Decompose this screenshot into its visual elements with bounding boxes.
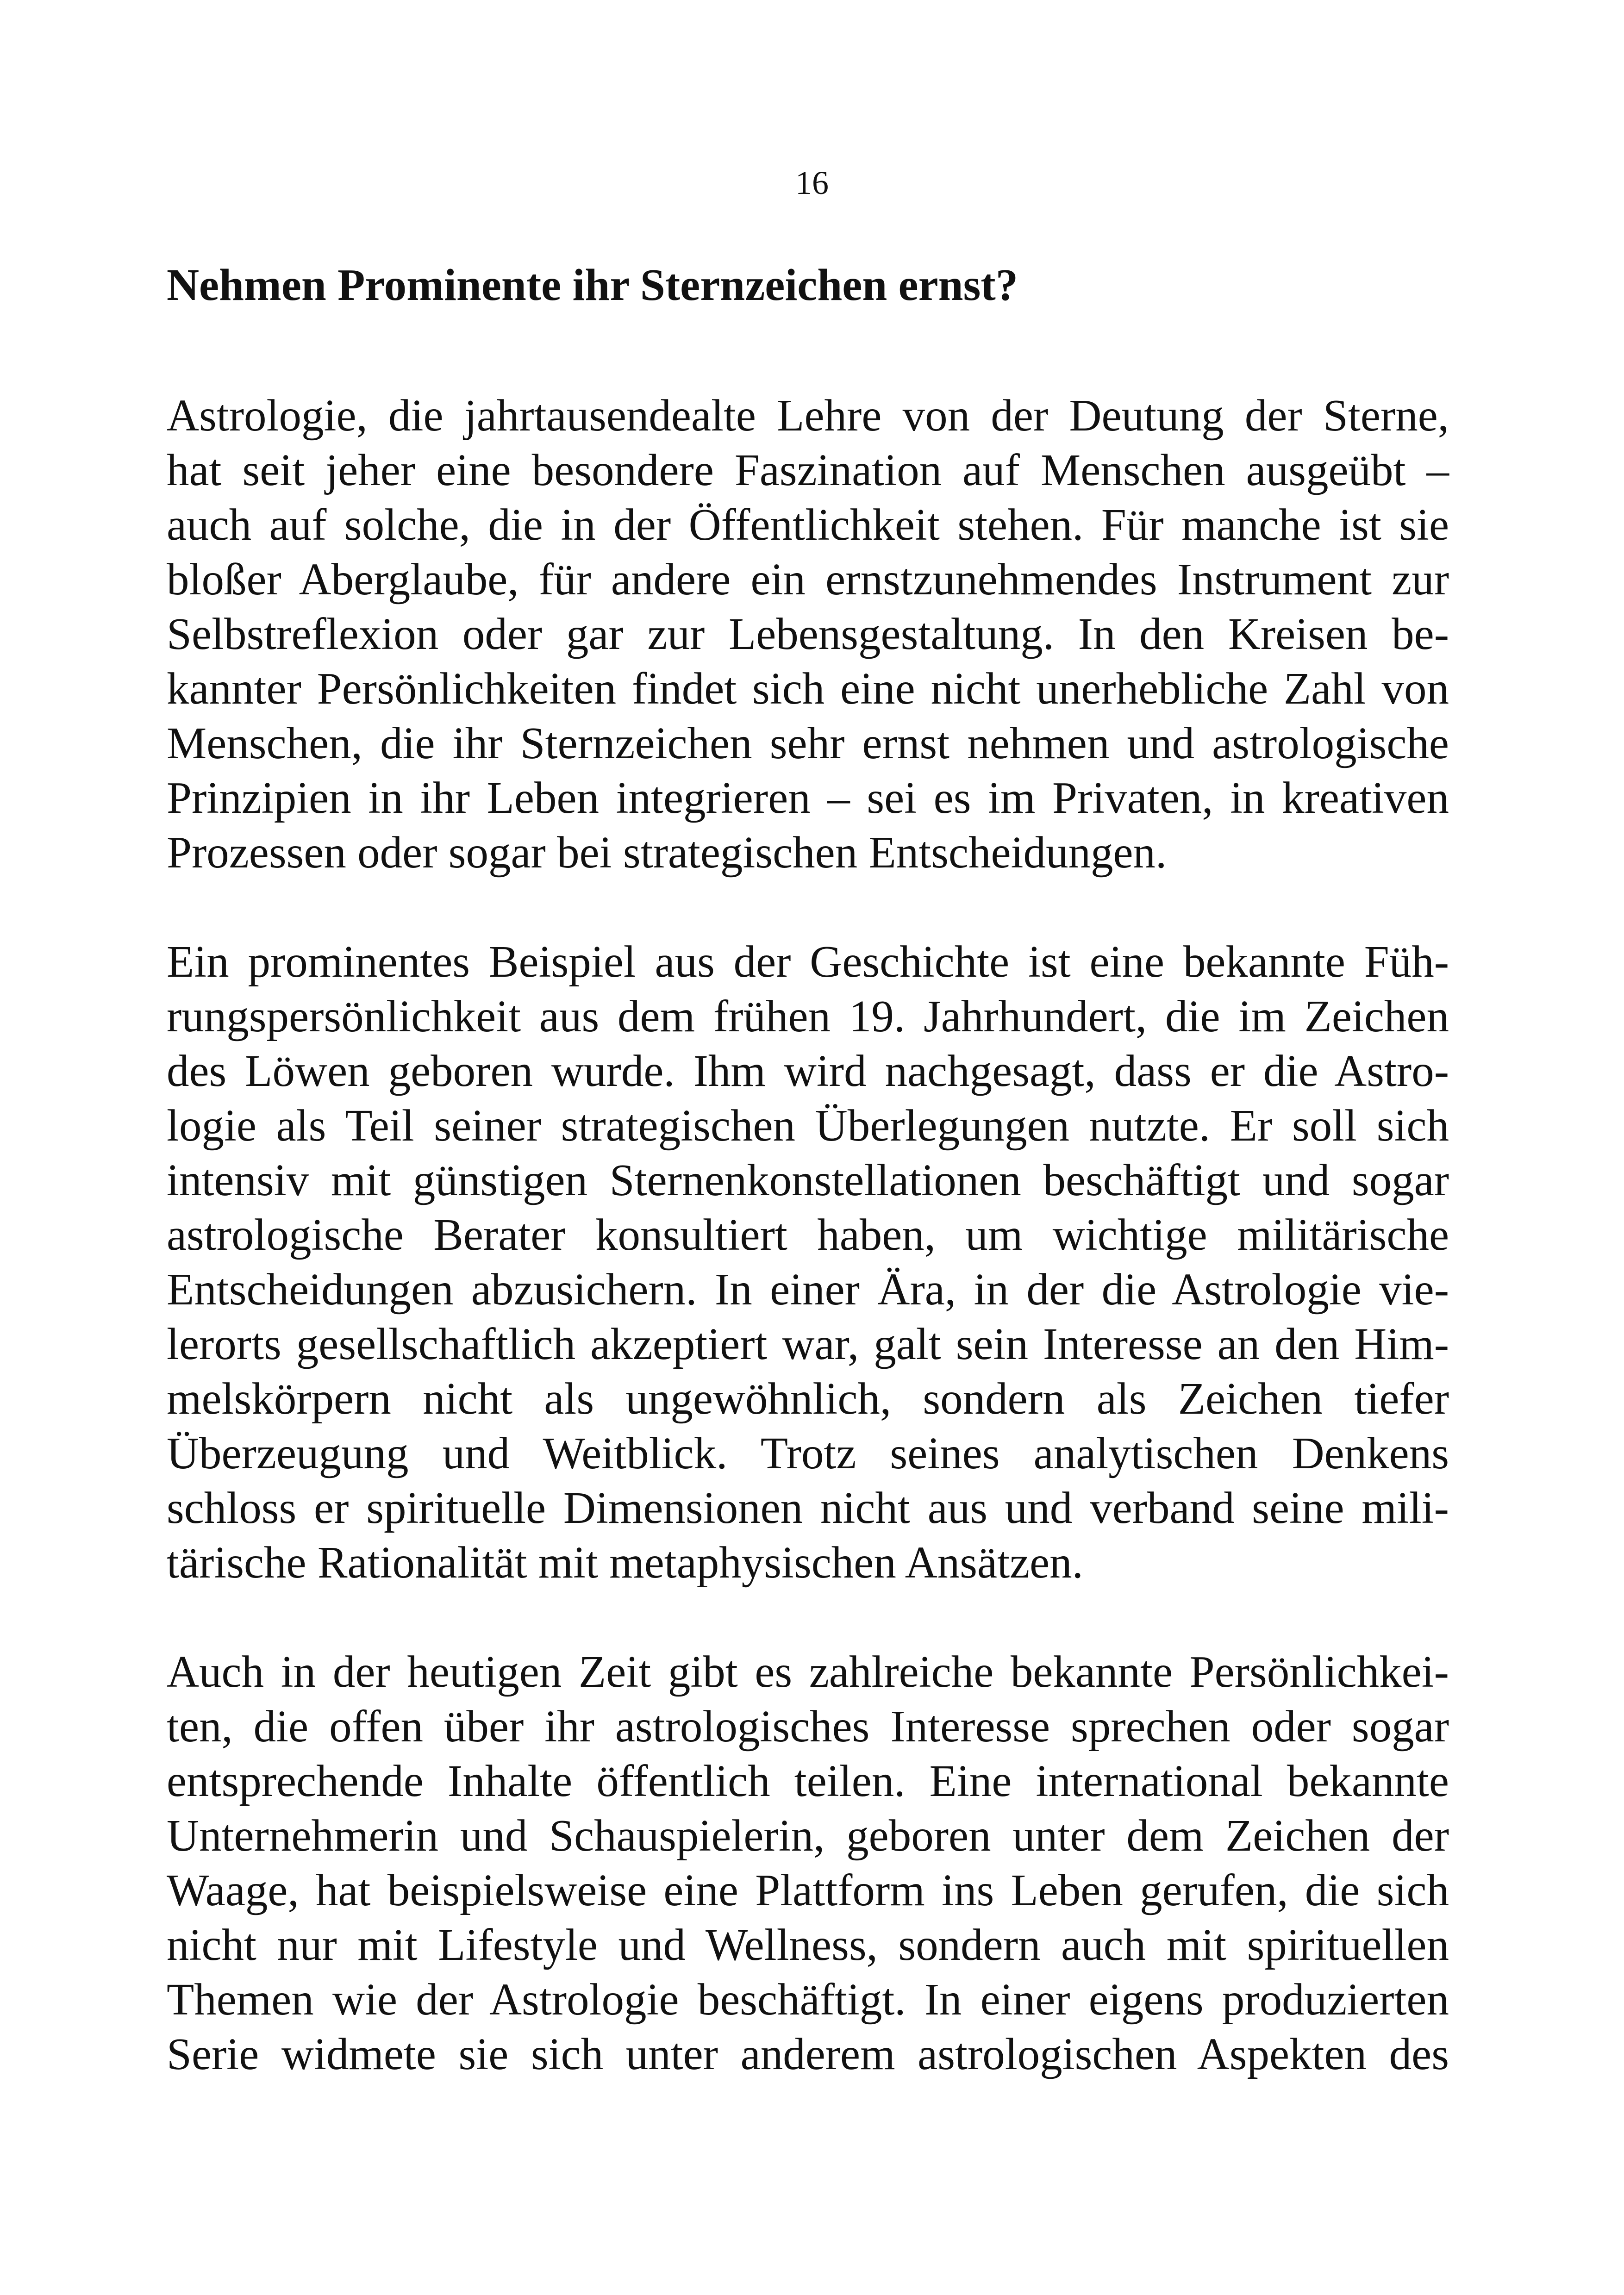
paragraph-3 xyxy=(167,1645,1449,2082)
text-line: Themen wie der Astrologie beschäftigt. In einer eigens produzierten xyxy=(167,1975,1449,2024)
text-line: rungspersönlichkeit aus dem frühen 19. Jahrhundert, die im Zeichen xyxy=(167,992,1449,1041)
text-line: Selbstreflexion oder gar zur Lebensgestaltung. In den Kreisen be- xyxy=(167,609,1449,659)
text-line: Entscheidungen abzusichern. In einer Ära, in der die Astrologie vie- xyxy=(167,1265,1449,1314)
text-line: Menschen, die ihr Sternzeichen sehr ernst nehmen und astrologische xyxy=(167,718,1449,768)
text-line: bloßer Aberglaube, für andere ein ernstzunehmendes Instrument zur xyxy=(167,555,1449,604)
text-line: melskörpern nicht als ungewöhnlich, sondern als Zeichen tiefer xyxy=(167,1374,1449,1423)
text-line: Waage, hat beispielsweise eine Plattform ins Leben gerufen, die sich xyxy=(167,1865,1449,1915)
text-line: Prinzipien in ihr Leben integrieren – sei es im Privaten, in kreativen xyxy=(167,773,1449,823)
heading-spacer xyxy=(167,313,1449,388)
paragraph-spacer xyxy=(167,1590,1449,1645)
text-line: Unternehmerin und Schauspielerin, geboren unter dem Zeichen der xyxy=(167,1811,1449,1860)
text-line: astrologische Berater konsultiert haben, um wichtige militärische xyxy=(167,1210,1449,1260)
text-line: auch auf solche, die in der Öffentlichkeit stehen. Für manche ist sie xyxy=(167,500,1449,549)
text-line: lerorts gesellschaftlich akzeptiert war, galt sein Interesse an den Him- xyxy=(167,1319,1449,1369)
text-line: nicht nur mit Lifestyle und Wellness, sondern auch mit spirituellen xyxy=(167,1920,1449,1970)
text-line: logie als Teil seiner strategischen Überlegungen nutzte. Er soll sich xyxy=(167,1101,1449,1150)
paragraph-spacer xyxy=(167,880,1449,935)
section-heading: Nehmen Prominente ihr Sternzeichen ernst? xyxy=(167,260,1018,310)
text-line: schloss er spirituelle Dimensionen nicht aus und verband seine mili- xyxy=(167,1483,1449,1533)
text-line: tärische Rationalität mit metaphysischen Ansätzen. xyxy=(167,1538,1083,1587)
paragraph-2 xyxy=(167,935,1449,1590)
text-line: des Löwen geboren wurde. Ihm wird nachgesagt, dass er die Astro- xyxy=(167,1046,1449,1096)
text-line: entsprechende Inhalte öffentlich teilen. Eine international bekannte xyxy=(167,1756,1449,1806)
paragraph-1 xyxy=(167,388,1449,880)
text-line: Prozessen oder sogar bei strategischen Entscheidungen. xyxy=(167,828,1167,877)
text-line: Überzeugung und Weitblick. Trotz seines analytischen Denkens xyxy=(167,1428,1449,1478)
page-number: 16 xyxy=(795,164,829,201)
text-line: ten, die offen über ihr astrologisches Interesse sprechen oder sogar xyxy=(167,1702,1449,1751)
text-line: kannter Persönlichkeiten findet sich eine nicht unerhebliche Zahl von xyxy=(167,664,1449,713)
text-line: Auch in der heutigen Zeit gibt es zahlreiche bekannte Persönlichkei- xyxy=(167,1647,1449,1696)
text-line: Astrologie, die jahrtausendealte Lehre von der Deutung der Sterne, xyxy=(167,391,1449,440)
text-line: intensiv mit günstigen Sternenkonstellationen beschäftigt und sogar xyxy=(167,1155,1449,1205)
text-line: Ein prominentes Beispiel aus der Geschichte ist eine bekannte Füh- xyxy=(167,937,1449,986)
page-content xyxy=(167,257,1449,2082)
text-line: Serie widmete sie sich unter anderem astrologischen Aspekten des xyxy=(167,2029,1449,2079)
text-line: hat seit jeher eine besondere Faszination auf Menschen ausgeübt – xyxy=(167,445,1449,495)
